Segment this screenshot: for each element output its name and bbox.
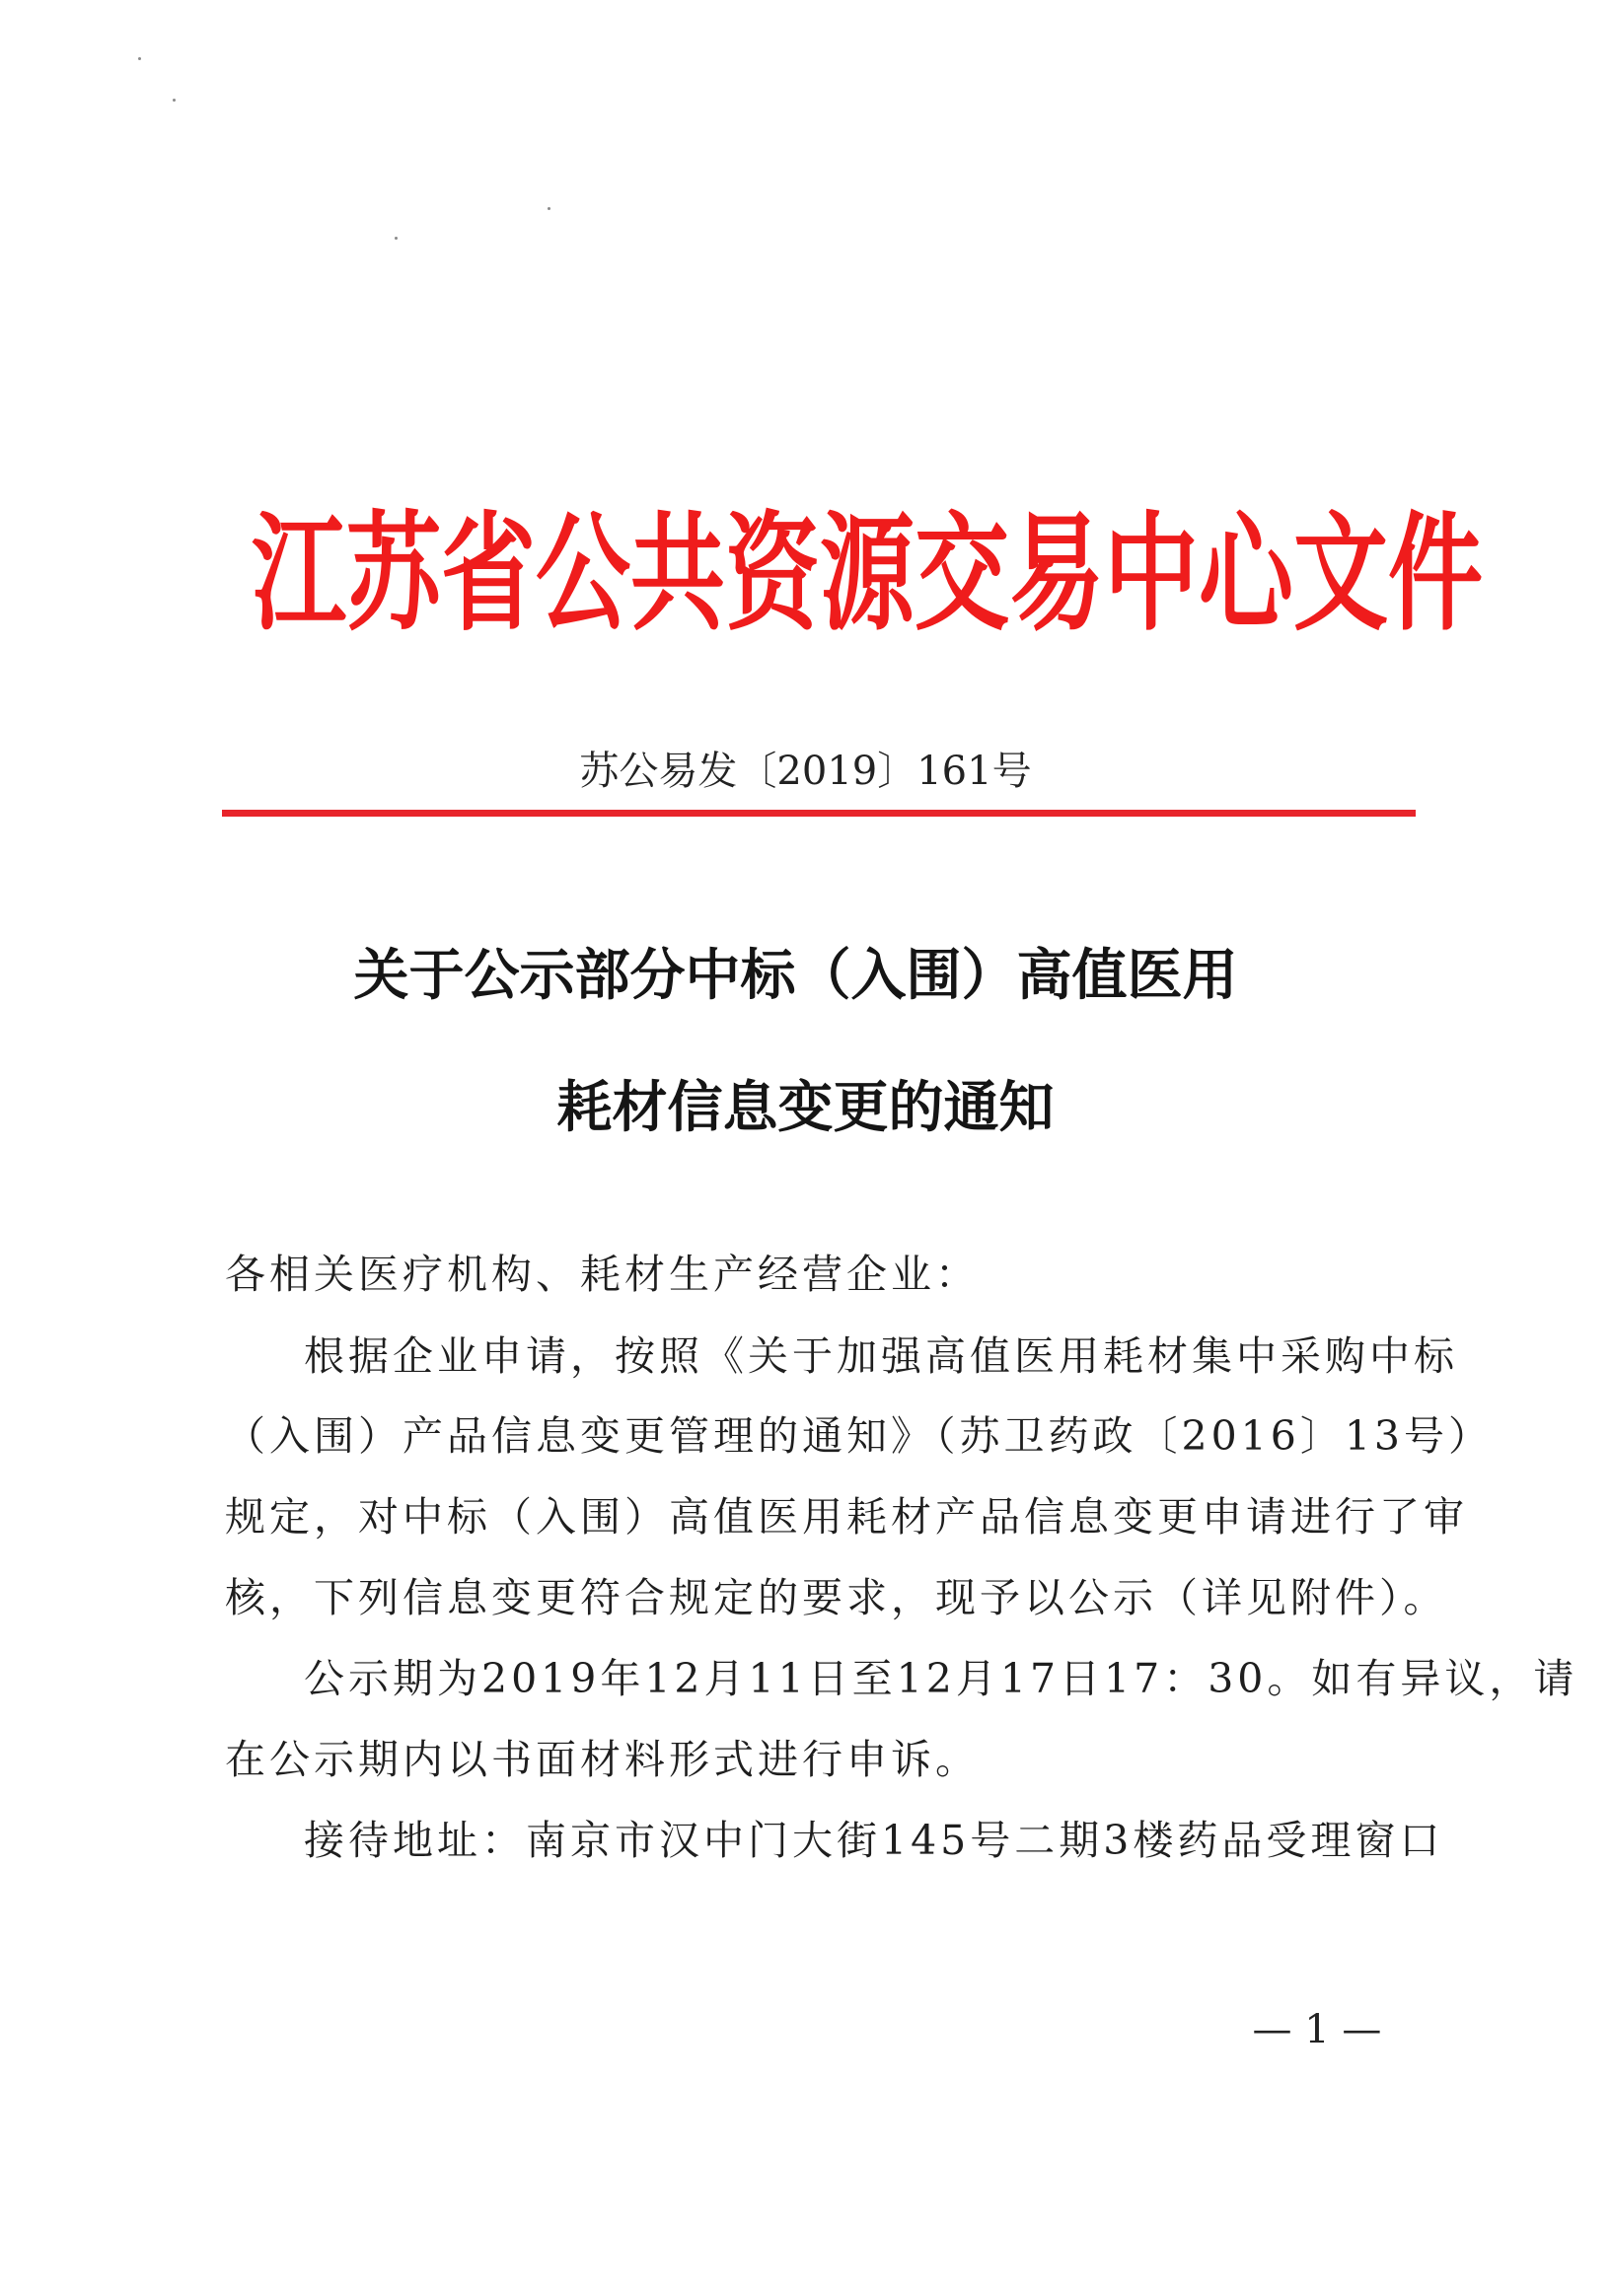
red-divider-line	[222, 810, 1416, 817]
scan-speck	[395, 237, 398, 240]
paragraph-2-line-1: 公示期为2019年12月11日至12月17日17：30。如有异议，请	[304, 1655, 1578, 1702]
notice-title-line-1: 关于公示部分中标（入围）高值医用	[353, 944, 1238, 1008]
paragraph-1-line-4: 核，下列信息变更符合规定的要求，现予以公示（详见附件）。	[225, 1574, 1448, 1621]
salutation: 各相关医疗机构、耗材生产经营企业：	[225, 1251, 980, 1298]
scan-speck	[173, 99, 176, 102]
paragraph-1-line-1: 根据企业申请，按照《关于加强高值医用耗材集中采购中标	[304, 1332, 1458, 1380]
document-number: 苏公易发〔2019〕161号	[579, 749, 1032, 794]
notice-title-line-2: 耗材信息变更的通知	[556, 1076, 1055, 1140]
scan-speck	[548, 207, 550, 210]
paragraph-3-address: 接待地址：南京市汉中门大街145号二期3楼药品受理窗口	[304, 1817, 1444, 1864]
paragraph-1-line-3: 规定，对中标（入围）高值医用耗材产品信息变更申请进行了审	[225, 1493, 1468, 1541]
paragraph-2-line-2: 在公示期内以书面材料形式进行申诉。	[225, 1736, 980, 1783]
page-number: — 1 —	[1252, 2007, 1382, 2052]
document-header-title: 江苏省公共资源交易中心文件	[252, 499, 1483, 649]
paragraph-1-line-2: （入围）产品信息变更管理的通知》（苏卫药政〔2016〕13号）	[225, 1412, 1494, 1460]
scan-speck	[138, 57, 141, 60]
